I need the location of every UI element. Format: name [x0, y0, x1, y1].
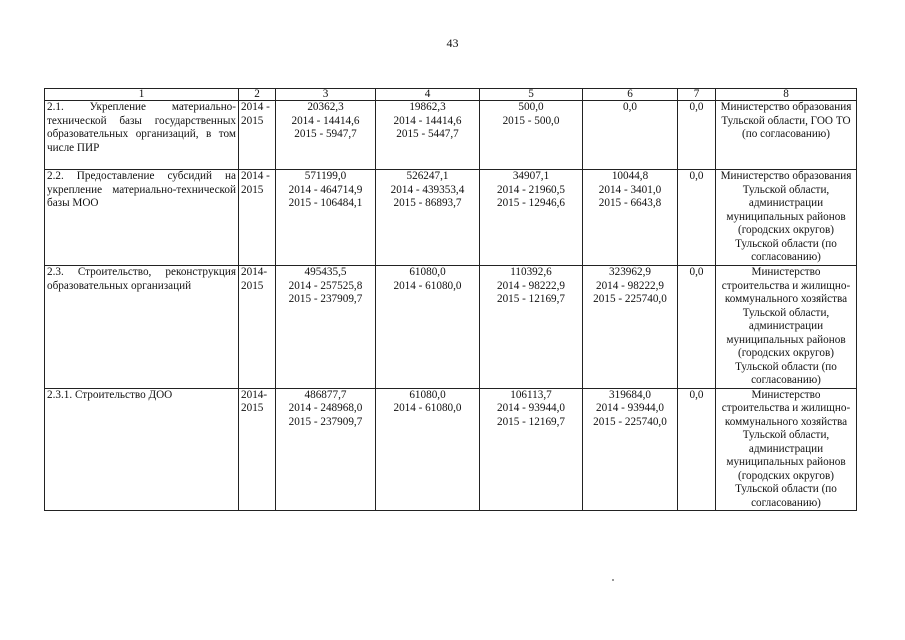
amount-line: 2015 - 86893,7: [393, 197, 462, 209]
amount-line: 2014 - 93944,0: [595, 402, 665, 414]
amount-col6-cell: [583, 388, 678, 511]
amount-line: 2015 - 5447,7: [396, 128, 459, 140]
activity-name-cell: 2.1. Укрепление материально-технической базы государственных образовательных организаций, в том числе ПИР: [45, 101, 239, 170]
amount-col5-cell: [480, 388, 583, 511]
amount-line: 2015 - 237909,7: [288, 415, 363, 428]
amount-line: 34907,1: [512, 170, 550, 182]
amount-line: 2014 - 439353,4: [390, 183, 465, 196]
amount-line: 486877,7: [304, 388, 347, 401]
period-line: 2015: [241, 183, 264, 196]
amount-line: 2014 - 98222,9: [595, 279, 665, 292]
amount-line: 2015 - 12169,7: [496, 293, 566, 305]
total-amount-cell: [276, 388, 376, 511]
column-number: 8: [716, 89, 857, 101]
amount-col4-cell: [376, 266, 480, 389]
amount-line: 19862,3: [409, 101, 446, 113]
period-line: 2014 -: [241, 101, 270, 113]
amount-line: 2015 - 225740,0: [593, 415, 667, 428]
amount-line: 2015 - 237909,7: [288, 293, 363, 305]
amount-col5-cell: [480, 101, 583, 170]
activity-name-cell: 2.2. Предоставление субсидий на укрепление материально-технической базы МОО: [45, 170, 239, 266]
table-row: [45, 266, 857, 389]
period-cell: [239, 266, 276, 389]
amount-line: 2015 - 225740,0: [593, 293, 667, 305]
amount-line: 2014 - 14414,6: [393, 114, 462, 127]
amount-col4-cell: [376, 101, 480, 170]
amount-col6-cell: [583, 170, 678, 266]
column-number: 3: [276, 89, 376, 101]
amount-line: 2014 - 464714,9: [288, 183, 363, 196]
period-line: 2014 -: [241, 170, 270, 182]
amount-line: 2015 - 500,0: [502, 114, 560, 127]
amount-line: 500,0: [518, 101, 544, 113]
amount-line: 2015 - 5947,7: [294, 128, 357, 140]
total-amount-cell: [276, 266, 376, 389]
amount-col5-cell: [480, 170, 583, 266]
period-line: 2014-: [241, 388, 268, 401]
amount-line: 2014 - 3401,0: [598, 183, 662, 196]
amount-col4-cell: [376, 388, 480, 511]
page-number: 43: [446, 36, 459, 50]
amount-line: 110392,6: [510, 266, 552, 278]
amount-col6-cell: [583, 266, 678, 389]
activity-name-cell: 2.3. Строительство, реконструкция образовательных организаций: [45, 266, 239, 389]
amount-col6-cell: [583, 101, 678, 170]
amount-line: 2015 - 12169,7: [496, 415, 566, 428]
total-amount-cell: [276, 101, 376, 170]
amount-col7-cell: 0,0: [678, 266, 716, 389]
total-amount-cell: [276, 170, 376, 266]
amount-line: 319684,0: [609, 388, 651, 401]
amount-col4-cell: [376, 170, 480, 266]
amount-line: 2014 - 61080,0: [393, 279, 462, 292]
column-number: 6: [583, 89, 678, 101]
amount-line: 2014 - 21960,5: [496, 183, 566, 196]
period-cell: [239, 388, 276, 511]
amount-col7-cell: 0,0: [678, 170, 716, 266]
column-number: 1: [45, 89, 239, 101]
activity-name-cell: 2.3.1. Строительство ДОО: [45, 388, 239, 511]
amount-line: 61080,0: [409, 388, 446, 401]
amount-line: 2015 - 106484,1: [288, 197, 363, 209]
amount-col7-cell: 0,0: [678, 388, 716, 511]
amount-line: 2014 - 257525,8: [288, 279, 363, 292]
column-number: 4: [376, 89, 480, 101]
period-cell: [239, 170, 276, 266]
amount-line: 571199,0: [304, 170, 347, 182]
executor-cell: Министерство образования Тульской области, администрации муниципальных районов (городских округов) Тульской области (по согласованию): [716, 170, 857, 266]
period-line: 2015: [241, 402, 264, 414]
amount-line: 2014 - 93944,0: [496, 402, 566, 414]
amount-line: 2015 - 12946,6: [496, 197, 566, 209]
period-line: 2014-: [241, 266, 268, 278]
executor-cell: Министерство строительства и жилищно-коммунального хозяйства Тульской области, администрации муниципальных районов (городских округов) Тульской области (по согласованию): [716, 388, 857, 511]
amount-line: 106113,7: [510, 388, 552, 401]
amount-line: 2015 - 6643,8: [598, 197, 662, 209]
program-activities-table: [44, 88, 857, 511]
amount-line: 495435,5: [304, 266, 347, 278]
amount-line: 2014 - 61080,0: [393, 402, 462, 414]
column-number: 2: [239, 89, 276, 101]
amount-line: 323962,9: [609, 266, 651, 278]
table-row: [45, 101, 857, 170]
amount-line: 2014 - 248968,0: [288, 402, 363, 414]
executor-cell: Министерство образования Тульской области, ГОО ТО (по согласованию): [716, 101, 857, 170]
amount-line: 61080,0: [409, 266, 446, 278]
period-line: 2015: [241, 114, 264, 127]
amount-line: 526247,1: [406, 170, 449, 182]
amount-col5-cell: [480, 266, 583, 389]
period-cell: [239, 101, 276, 170]
executor-cell: Министерство строительства и жилищно-коммунального хозяйства Тульской области, администрации муниципальных районов (городских округов) Тульской области (по согласованию): [716, 266, 857, 389]
amount-line: 0,0: [623, 101, 637, 113]
amount-line: 2014 - 14414,6: [291, 114, 360, 127]
column-number: 7: [678, 89, 716, 101]
column-number: 5: [480, 89, 583, 101]
scan-speck: [612, 579, 614, 581]
amount-col7-cell: 0,0: [678, 101, 716, 170]
amount-line: 20362,3: [307, 101, 344, 113]
table-row: [45, 388, 857, 511]
amount-line: 10044,8: [611, 170, 649, 182]
amount-line: 2014 - 98222,9: [496, 279, 566, 292]
column-number-row: [45, 89, 857, 101]
table-row: [45, 170, 857, 266]
period-line: 2015: [241, 279, 264, 292]
